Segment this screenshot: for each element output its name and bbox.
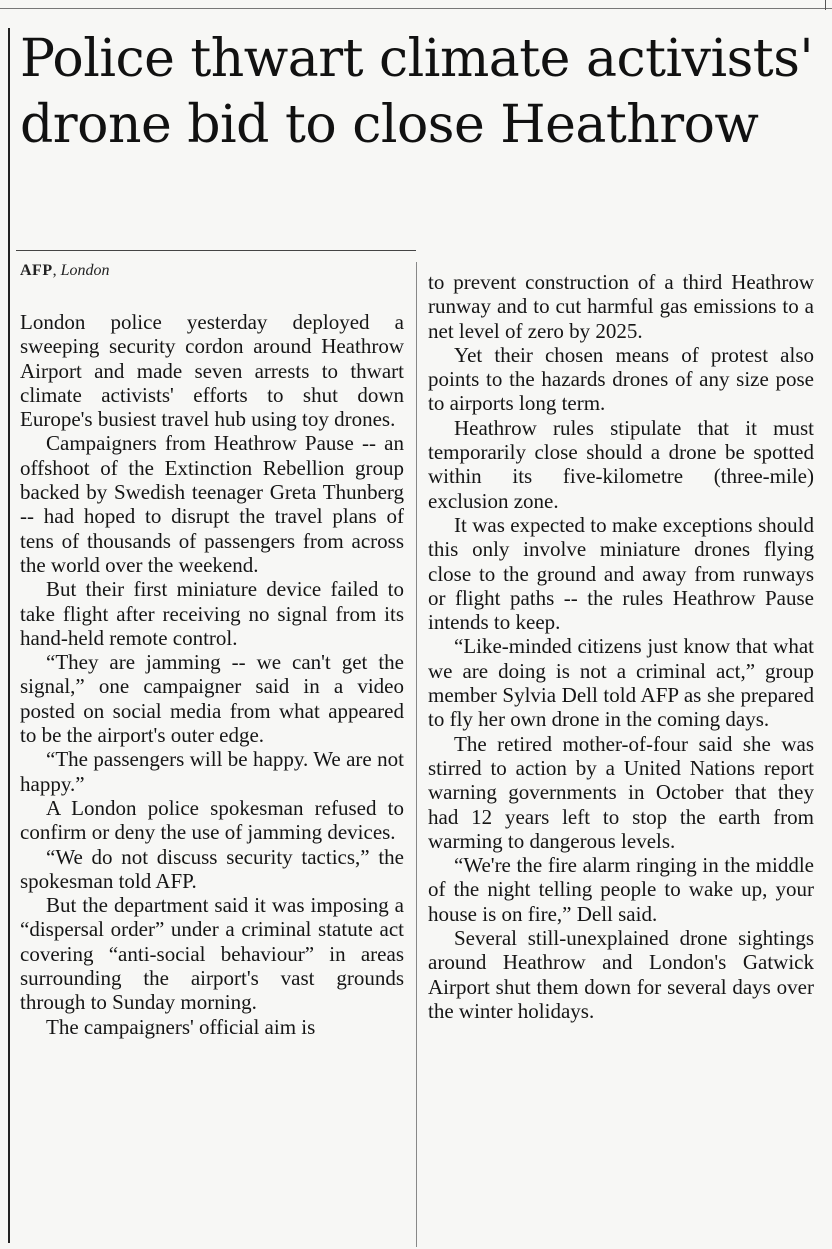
page-corner-mark bbox=[825, 0, 826, 10]
left-margin-rule bbox=[8, 28, 10, 1243]
byline-agency: AFP bbox=[20, 262, 53, 279]
paragraph: “The passengers will be happy. We are not happy.” bbox=[20, 747, 404, 796]
byline: AFP, London bbox=[20, 262, 110, 279]
article-column-1 bbox=[20, 310, 404, 1039]
paragraph: A London police spokesman refused to confirm or deny the use of jamming devices. bbox=[20, 795, 404, 845]
article-column-2 bbox=[428, 270, 814, 1023]
column-divider bbox=[416, 262, 417, 1247]
paragraph-continued: to prevent construction of a third Heathrow runway and to cut harmful gas emissions to a net level of zero by 2025. bbox=[428, 270, 814, 343]
paragraph: Yet their chosen means of protest also points to the hazards drones of any size pose to airports long term. bbox=[428, 342, 814, 416]
paragraph: Campaigners from Heathrow Pause -- an offshoot of the Extinction Rebellion group backed by Swedish teenager Greta Thunberg -- had hoped to disrupt the travel plans of tens of thousands of passengers from across the world over the weekend. bbox=[20, 431, 404, 577]
paragraph: It was expected to make exceptions should this only involve miniature drones flying close to the ground and away from runways or flight paths -- the rules Heathrow Pause intends to keep. bbox=[428, 512, 814, 635]
paragraph: The retired mother-of-four said she was stirred to action by a United Nations report warning governments in October that they had 12 years left to stop the earth from warming to dangerous levels. bbox=[428, 731, 814, 853]
paragraph: “Like-minded citizens just know that what we are doing is not a criminal act,” group member Sylvia Dell told AFP as she prepared to fly her own drone in the coming days. bbox=[428, 634, 814, 732]
headline: Police thwart climate activists' drone bid to close Heathrow bbox=[20, 29, 814, 155]
paragraph: Heathrow rules stipulate that it must temporarily close should a drone be spotted within its five-kilometre (three-mile) exclusion zone. bbox=[428, 415, 814, 513]
paragraph: Several still-unexplained drone sightings around Heathrow and London's Gatwick Airport shut them down for several days over the winter holidays. bbox=[428, 926, 814, 1023]
paragraph: London police yesterday deployed a sweeping security cordon around Heathrow Airport and made seven arrests to thwart climate activists' efforts to shut down Europe's busiest travel hub using toy drones. bbox=[20, 310, 404, 432]
paragraph: “We're the fire alarm ringing in the middle of the night telling people to wake up, your house is on fire,” Dell said. bbox=[428, 853, 814, 926]
paragraph: “We do not discuss security tactics,” the spokesman told AFP. bbox=[20, 844, 404, 893]
headline-divider bbox=[16, 250, 416, 251]
paragraph: But the department said it was imposing a “dispersal order” under a criminal statute act covering “anti-social behaviour” in areas surrounding the airport's vast grounds through to Sunday morning. bbox=[20, 893, 404, 1015]
paragraph: “They are jamming -- we can't get the signal,” one campaigner said in a video posted on social media from what appeared to be the airport's outer edge. bbox=[20, 650, 404, 748]
byline-location: London bbox=[60, 262, 110, 279]
page-top-border bbox=[0, 0, 832, 9]
paragraph: But their first miniature device failed to take flight after receiving no signal from its hand-held remote control. bbox=[20, 577, 404, 650]
paragraph: The campaigners' official aim is bbox=[46, 1014, 316, 1039]
